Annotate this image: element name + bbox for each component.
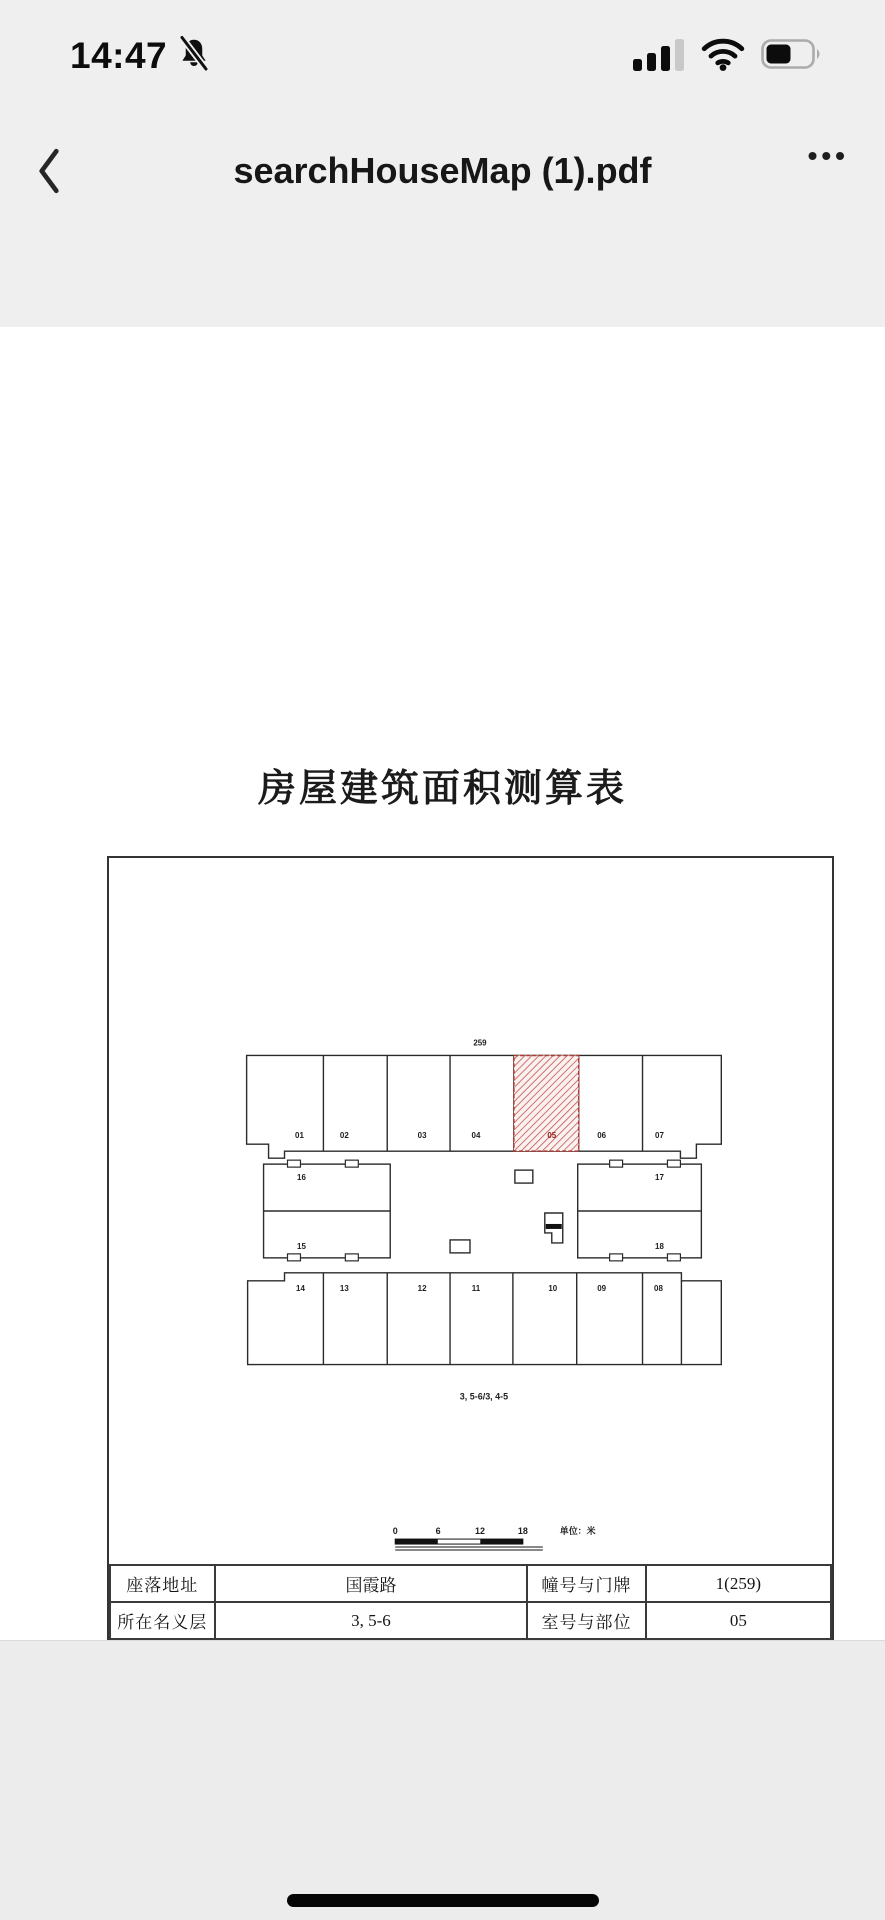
elevator-shaft xyxy=(515,1170,533,1183)
room-label: 17 xyxy=(655,1173,664,1183)
room-label: 08 xyxy=(654,1283,663,1293)
room-label: 11 xyxy=(471,1283,481,1293)
row-value: 05 xyxy=(646,1602,831,1639)
room-label: 09 xyxy=(597,1283,607,1293)
notifications-muted-icon xyxy=(176,34,212,79)
building-number-label: 259 xyxy=(473,1038,487,1048)
room-label: 04 xyxy=(471,1131,481,1141)
scale-tick: 18 xyxy=(517,1526,528,1537)
room-label: 16 xyxy=(297,1173,306,1183)
file-title: searchHouseMap (1).pdf xyxy=(233,150,652,191)
highlighted-unit-05 xyxy=(514,1055,579,1151)
cellular-signal-icon xyxy=(633,37,685,76)
room-label-highlighted: 05 xyxy=(547,1131,557,1141)
room-label: 01 xyxy=(295,1131,304,1141)
row-value: 3, 5-6 xyxy=(215,1602,528,1639)
row-value: 1(259) xyxy=(646,1565,831,1602)
room-label: 06 xyxy=(597,1131,607,1141)
document-heading: 房屋建筑面积测算表 xyxy=(257,768,627,810)
row-label: 幢号与门牌 xyxy=(527,1565,645,1602)
table-row xyxy=(110,1565,831,1602)
nav-bar xyxy=(0,138,885,204)
scale-tick: 0 xyxy=(392,1526,398,1537)
room-label: 03 xyxy=(417,1131,427,1141)
row-label: 座落地址 xyxy=(110,1565,215,1602)
room-label: 12 xyxy=(417,1283,427,1293)
room-label: 13 xyxy=(339,1283,349,1293)
row-label: 所在名义层 xyxy=(110,1602,215,1639)
room-label: 02 xyxy=(339,1131,349,1141)
row-value: 国霞路 xyxy=(215,1565,528,1602)
scale-tick: 12 xyxy=(474,1526,485,1537)
floors-label: 3, 5-6/3, 4-5 xyxy=(459,1391,509,1402)
app-chrome-top xyxy=(0,0,885,327)
room-label: 10 xyxy=(548,1283,558,1293)
room-label: 15 xyxy=(297,1241,306,1251)
scale-unit-label: 单位：米 xyxy=(559,1526,596,1537)
more-options-button[interactable]: ••• xyxy=(807,140,849,171)
floor-plan-drawing xyxy=(109,858,832,1564)
battery-icon xyxy=(761,38,823,75)
app-chrome-bottom xyxy=(0,1640,885,1920)
table-row xyxy=(110,1602,831,1639)
room-label: 18 xyxy=(655,1241,664,1251)
status-bar xyxy=(70,30,823,82)
home-indicator[interactable] xyxy=(287,1894,599,1907)
scale-bar xyxy=(393,1525,596,1550)
stair-landing-bar xyxy=(546,1224,562,1229)
room-label: 14 xyxy=(296,1283,305,1293)
status-time: 14:47 xyxy=(70,35,168,76)
scale-tick: 6 xyxy=(435,1526,441,1537)
building-outline xyxy=(247,1055,722,1364)
wifi-icon xyxy=(700,37,746,76)
back-button[interactable] xyxy=(34,146,64,196)
shaft xyxy=(450,1240,470,1253)
pdf-page-view[interactable] xyxy=(0,327,885,1640)
row-label: 室号与部位 xyxy=(527,1602,645,1639)
room-label: 07 xyxy=(655,1131,664,1141)
